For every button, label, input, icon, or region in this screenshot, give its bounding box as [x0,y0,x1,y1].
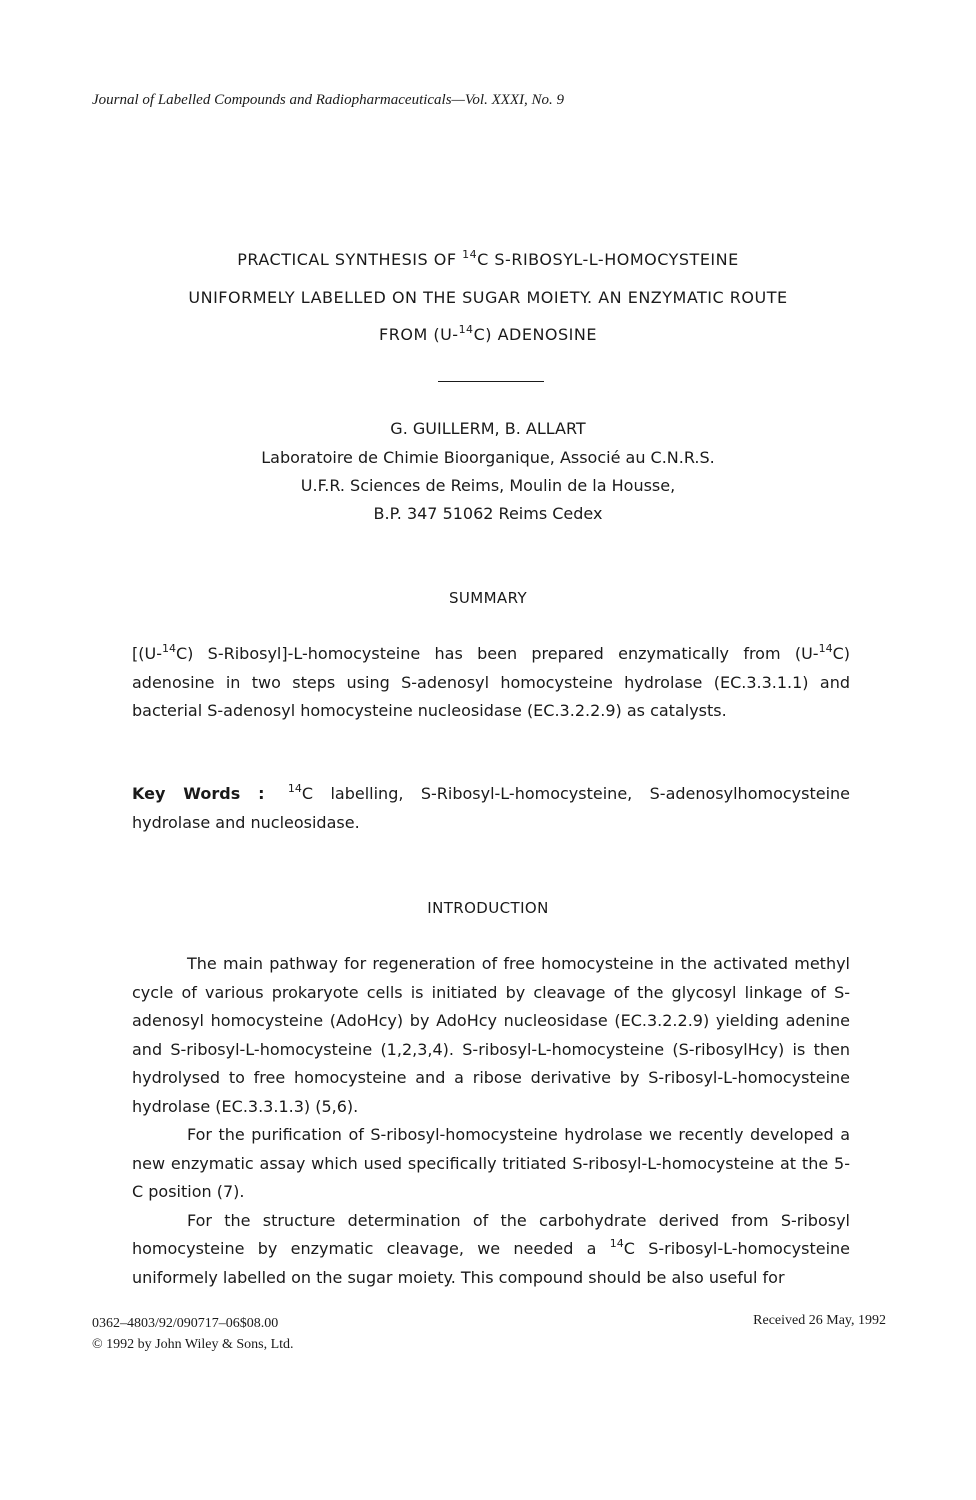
copyright: © 1992 by John Wiley & Sons, Ltd. [92,1337,294,1352]
title-line-2: UNIFORMELY LABELLED ON THE SUGAR MOIETY. AN ENZYMATIC ROUTE [188,288,788,307]
summary-text: [(U-$^{14}$C) S-Ribosyl]-L-homocysteine has been prepared enzymatically from (U-$^{14}$C) adenosine in two steps using S-adenosyl homocysteine hydrolase (EC.3.3.1.1) and bacterial S-adenosyl homocysteine nucleosidase (EC.3.2.2.9) as catalysts. [132,642,850,720]
article-code: 0362–4803/92/090717–06$08.00 [92,1316,279,1331]
intro-paragraph-1: The main pathway for regeneration of free homocysteine in the activated methyl cycle of various prokaryote cells is initiated by cleavage of the glycosyl linkage of S-adenosyl homocysteine (AdoHcy) by AdoHcy nucleosidase (EC.3.2.2.9) yielding adenine and S-ribosyl-L-homocysteine (1,2,3,4). S-ribosyl-L-homocysteine (S-ribosylHcy) is then hydrolysed to free homocysteine and a ribose derivative by S-ribosyl-L-homocysteine hydrolase (EC.3.3.1.3) (5,6). [132,954,850,1116]
title-line-1: PRACTICAL SYNTHESIS OF $^{14}$C S-RIBOSYL-L-HOMOCYSTEINE [237,248,739,269]
intro-paragraph-3: For the structure determination of the carbohydrate derived from S-ribosyl homocysteine by enzymatic cleavage, we needed a $^{14}$C S-ribosyl-L-homocysteine uniformely labelled on the sugar moiety. This compound should be also useful for [132,1210,850,1287]
summary-heading: SUMMARY [448,589,528,607]
intro-paragraph-2: For the purification of S-ribosyl-homocysteine hydrolase we recently developed a new enzymatic assay which used specifically tritiated S-ribosyl-L-homocysteine at the 5-C position (7). [132,1125,850,1201]
journal-citation: Journal of Labelled Compounds and Radiopharmaceuticals—Vol. XXXI, No. 9 [92,92,565,108]
affiliation-line-1: Laboratoire de Chimie Bioorganique, Associé au C.N.R.S. [261,448,715,467]
keywords-label: Key Words : [132,784,265,803]
footer-left [92,1313,294,1355]
keywords: Key Words : $^{14}$C labelling, S-Ribosyl-L-homocysteine, S-adenosylhomocysteine hydrolase and nucleosidase. [132,782,851,832]
received-date: Received 26 May, 1992 [753,1313,886,1328]
introduction-body [132,950,850,1292]
introduction-heading: INTRODUCTION [427,899,549,917]
author-names: G. GUILLERM, B. ALLART [390,419,586,438]
affiliation-line-2: U.F.R. Sciences de Reims, Moulin de la Housse, [300,476,676,495]
affiliation-line-3: B.P. 347 51062 Reims Cedex [373,504,603,523]
title-line-3: FROM (U-$^{14}$C) ADENOSINE [379,323,597,344]
title-divider [438,381,544,382]
